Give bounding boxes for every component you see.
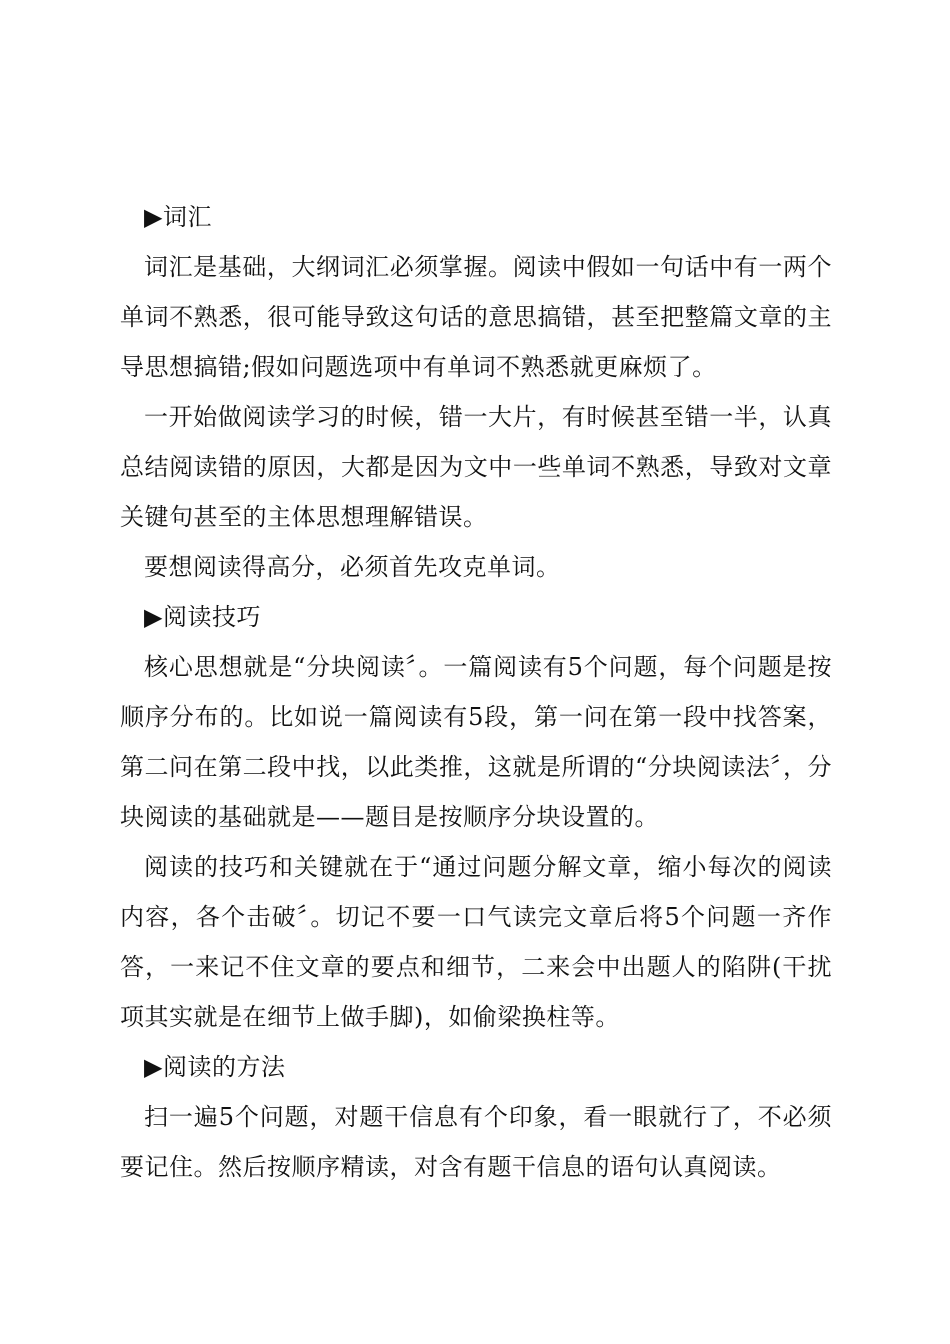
paragraph: 要想阅读得高分，必须首先攻克单词。	[144, 553, 561, 581]
paragraph: 扫一遍5个问题，对题干信息有个印象，看一眼就行了，不必须要记住。然后按顺序精读，对含有题干信息的语句认真阅读。	[120, 1103, 832, 1181]
paragraph: 核心思想就是“分块阅读〞。一篇阅读有5个问题，每个问题是按顺序分布的。比如说一篇阅读有5段，第一问在第一段中找答案，第二问在第二段中找，以此类推，这就是所谓的“分块阅读法〞，分块阅读的基础就是——题目是按顺序分块设置的。	[120, 653, 832, 831]
paragraph: 一开始做阅读学习的时候，错一大片，有时候甚至错一半，认真总结阅读错的原因，大都是因为文中一些单词不熟悉，导致对文章关键句甚至的主体思想理解错误。	[120, 403, 832, 531]
section-heading-reading-method: ▶阅读的方法	[144, 1053, 286, 1081]
paragraph: 阅读的技巧和关键就在于“通过问题分解文章，缩小每次的阅读内容，各个击破〞。切记不要一口气读完文章后将5个问题一齐作答，一来记不住文章的要点和细节，二来会中出题人的陷阱(干扰项其实就是在细节上做手脚)，如偷梁换柱等。	[120, 853, 832, 1031]
section-heading-vocabulary: ▶词汇	[144, 203, 212, 231]
section-heading-reading-skills: ▶阅读技巧	[144, 603, 261, 631]
document-body	[120, 192, 832, 1192]
paragraph: 词汇是基础，大纲词汇必须掌握。阅读中假如一句话中有一两个单词不熟悉，很可能导致这句话的意思搞错，甚至把整篇文章的主导思想搞错;假如问题选项中有单词不熟悉就更麻烦了。	[120, 253, 832, 381]
